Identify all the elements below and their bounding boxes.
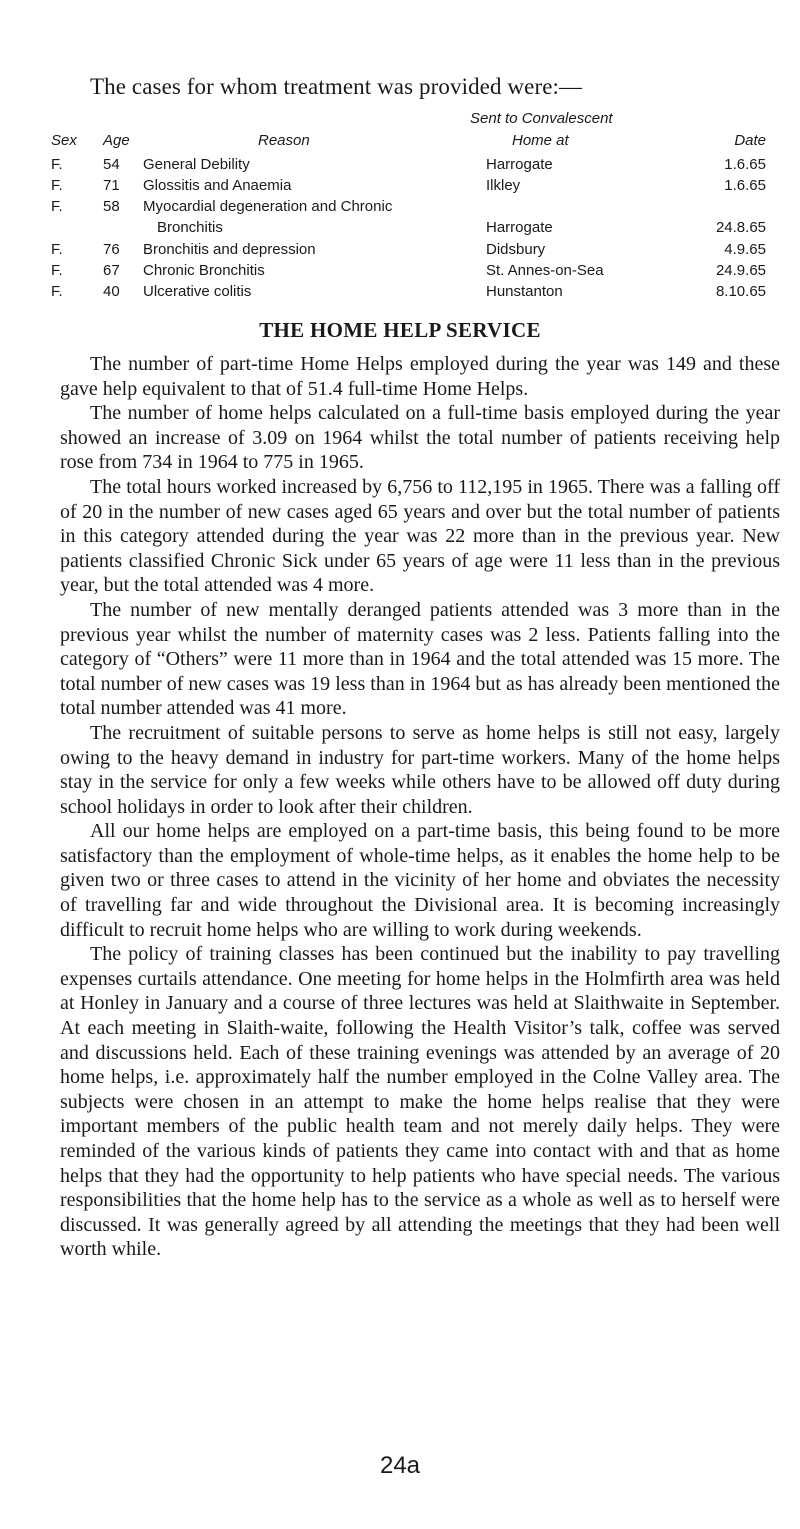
row-reason: Bronchitis and depression	[143, 241, 316, 258]
paragraph: The number of part-time Home Helps employed during the year was 149 and these gave help equivalent to that of 51.4 full-time Home Helps.	[60, 353, 780, 400]
page-number: 24a	[379, 1452, 421, 1479]
row-sex: F.	[51, 177, 63, 194]
row-date: 4.9.65	[724, 241, 766, 258]
row-reason: Glossitis and Anaemia	[143, 177, 292, 194]
paragraph: The policy of training classes has been continued but the inability to pay travelling expenses curtails attendance. One meeting for home helps in the Holmfirth area was held at Honley in January and a course of three lectures was held at Slaithwaite in September. At each meeting in Slaith-waite, following the Health Visitor’s talk, coffee was served and discussions held. Each of these training evenings was attended by an average of 20 home helps, i.e. approximately half the number employed in the Colne Valley area. The subjects were chosen in an attempt to make the home helps realise that they were important members of the public health team and not merely daily helps. They were reminded of the various kinds of patients they came into contact with and that as home helps that they had the opportunity to help patients who have special needs. The various responsibilities that the home help has to the service as a whole as well as to herself were discussed. It was generally agreed by all attending the meetings that they had been well worth while.	[60, 943, 780, 1261]
paragraph: The total hours worked increased by 6,756 to 112,195 in 1965. There was a falling off of 20 in the number of new cases aged 65 years and over but the total number of patients in this category attended during the year was 22 more than in the previous year. New patients classified Chronic Sick under 65 years of age were 11 less than in the previous year, but the total attended was 4 more.	[60, 475, 780, 597]
header-reason: Reason	[258, 132, 310, 149]
row-sex: F.	[51, 262, 63, 279]
row-home: Didsbury	[486, 241, 546, 258]
row-date: 1.6.65	[724, 156, 766, 173]
row-sex: F.	[51, 241, 63, 258]
row-sex: F.	[51, 283, 63, 300]
row-age: 54	[103, 156, 120, 173]
row-reason-continued: Bronchitis	[157, 219, 223, 236]
section-heading: THE HOME HELP SERVICE	[259, 318, 541, 342]
row-home: Ilkley	[486, 177, 521, 194]
row-date: 1.6.65	[724, 177, 766, 194]
row-age: 67	[103, 262, 120, 279]
row-sex: F.	[51, 156, 63, 173]
paragraph: All our home helps are employed on a part-time basis, this being found to be more satisfactory than the employment of whole-time helps, as it enables the home help to be given two or three cases to attend in the vicinity of her home and obviates the necessity of travelling far and wide throughout the Divisional area. It is becoming increasingly difficult to recruit home helps who are willing to work during weekends.	[60, 820, 780, 941]
header-age: Age	[103, 132, 130, 149]
row-home: St. Annes-on-Sea	[486, 262, 604, 279]
row-age: 58	[103, 198, 120, 215]
paragraph: The recruitment of suitable persons to serve as home helps is still not easy, largely owing to the heavy demand in industry for part-time workers. Many of the home helps stay in the service for only a few weeks while others have to be allowed off duty during school holidays in order to look after their children.	[60, 721, 780, 818]
row-age: 76	[103, 241, 120, 258]
row-age: 71	[103, 177, 120, 194]
row-reason: Myocardial degeneration and Chronic	[143, 198, 393, 215]
intro-line: The cases for whom treatment was provided were:—	[90, 74, 583, 99]
header-sex: Sex	[51, 132, 77, 149]
row-sex: F.	[51, 198, 63, 215]
row-reason: Ulcerative colitis	[143, 283, 252, 300]
row-date: 8.10.65	[715, 283, 766, 300]
row-date: 24.8.65	[715, 219, 766, 236]
convalescent-table	[0, 108, 800, 308]
row-home: Hunstanton	[486, 283, 563, 300]
paragraph: The number of new mentally deranged patients attended was 3 more than in the previous year whilst the number of maternity cases was 2 less. Patients falling into the category of “Others” were 11 more than in 1964 and the total attended was 15 more. The total number of new cases was 19 less than in 1964 but as has already been mentioned the total number attended was 41 more.	[60, 598, 780, 720]
paragraph: The number of home helps calculated on a full-time basis employed during the year showed an increase of 3.09 on 1964 whilst the total number of patients receiving help rose from 734 in 1964 to 775 in 1965.	[60, 402, 780, 474]
header-sent-to-convalescent: Sent to Convalescent	[470, 110, 613, 127]
body-text	[60, 352, 780, 1262]
row-reason: Chronic Bronchitis	[143, 262, 265, 279]
row-home: Harrogate	[486, 219, 553, 236]
row-reason: General Debility	[143, 156, 250, 173]
row-date: 24.9.65	[715, 262, 766, 279]
header-home-at: Home at	[512, 132, 569, 149]
row-age: 40	[103, 283, 120, 300]
header-date: Date	[734, 132, 766, 149]
row-home: Harrogate	[486, 156, 553, 173]
